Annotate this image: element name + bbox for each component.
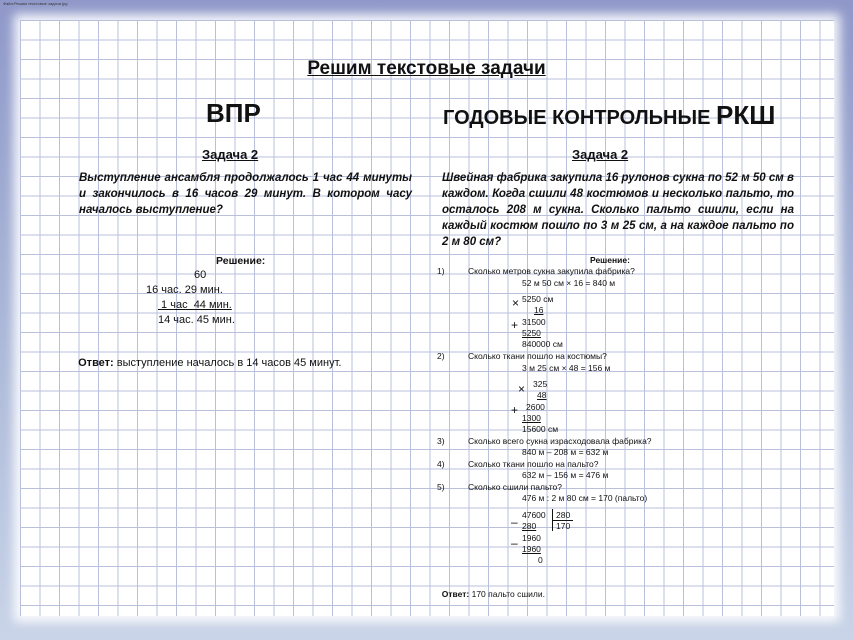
step-question: Сколько сшили пальто? [468,482,562,492]
right-heading-big: РКШ [715,100,776,130]
plus-sign: + [511,403,519,417]
step-number: 5) [437,482,445,492]
division-subtract1: 280 [522,521,537,531]
left-task-text: Выступление ансамбля продолжалось 1 час 44 минуты и закончилось в 16 часов 29 минут. В котором часу началось выступление? [79,172,412,216]
left-solution-label: Решение: [216,255,266,267]
step-equation: 52 м 50 см × 16 = 840 м [522,278,616,288]
calc-line-end: 16 час. 29 мин. [146,284,223,296]
minus-sign: – [511,536,518,550]
step-number: 2) [437,351,445,361]
mult2-line4: 1300 [522,413,541,423]
division-subtract2: 1960 [522,544,541,554]
answer-label: Ответ: [78,357,114,369]
mult2-line3: 2600 [526,402,545,412]
step-equation: 476 м : 2 м 80 см = 170 (пальто) [522,493,648,503]
division-remainder1: 1960 [522,533,541,543]
multiply-sign: × [518,382,526,396]
mult2-line2: 48 [537,390,547,400]
step-equation: 632 м – 156 м = 476 м [522,470,609,480]
minus-sign: – [511,515,518,529]
division-divisor: 280 [556,510,571,520]
answer-label: Ответ: [441,588,470,599]
step-number: 4) [437,459,445,469]
division-rest: 0 [538,555,543,565]
right-heading-prefix: ГОДОВЫЕ КОНТРОЛЬНЫЕ [443,107,711,129]
plus-sign: + [511,318,519,332]
mult1-line4: 5250 [522,328,541,338]
page-title: Решим текстовые задачи [307,58,546,79]
right-task-label: Задача 2 [572,147,629,162]
step-equation: 840 м – 208 м = 632 м [522,447,609,457]
multiply-sign: × [512,296,520,310]
window-caption: Файл:Решим текстовые задачи.jpg [3,1,68,6]
left-task-label: Задача 2 [202,147,259,162]
mult2-result: 15600 см [522,424,559,434]
mult1-line3: 31500 [522,317,546,327]
answer-text: 170 пальто сшили. [469,588,545,599]
mult1-line1: 5250 см [522,294,554,304]
division-dividend: 47600 [522,510,546,520]
step-question: Сколько всего сукна израсходовала фабрика? [468,436,652,446]
step-question: Сколько ткани пошло на пальто? [468,459,599,469]
step-question: Сколько ткани пошло на костюмы? [468,351,607,361]
step-question: Сколько метров сукна закупила фабрика? [468,266,635,276]
right-answer [437,578,545,599]
answer-text: выступление началось в 14 часов 45 минут. [113,357,342,369]
calc-line-duration: 1 час 44 мин. [158,299,232,311]
calc-borrow: 60 [194,269,207,281]
division-quotient: 170 [556,521,571,531]
right-solution-label: Решение: [590,255,630,265]
mult1-line2: 16 [534,305,544,315]
mult1-result: 840000 см [522,339,563,349]
right-heading [443,100,775,131]
calc-line-result: 14 час. 45 мин. [158,314,235,326]
left-answer [72,341,341,371]
right-task-text: Швейная фабрика закупила 16 рулонов сукна по 52 м 50 см в каждом. Когда сшили 48 костюмов и несколько пальто, то осталось 208 м сукна. Сколько пальто сшили, если на каждый костюм пошло по 3 м 25 см, а на каждое пальто по 2 м 80 см? [442,172,794,248]
step-equation: 3 м 25 см × 48 = 156 м [522,363,611,373]
step-number: 1) [437,266,445,276]
step-number: 3) [437,436,445,446]
mult2-line1: 325 [533,379,548,389]
left-heading: ВПР [206,98,261,128]
